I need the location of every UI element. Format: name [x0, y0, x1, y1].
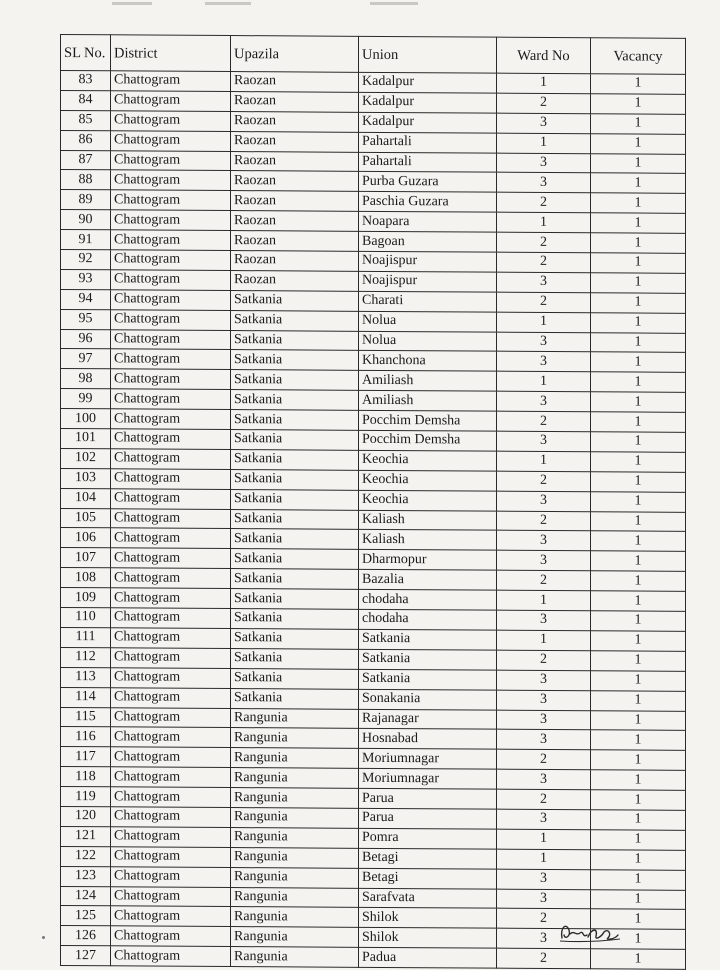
cell-union: Keochia [359, 470, 497, 491]
cell-sl-no: 98 [61, 369, 111, 389]
cell-sl-no: 106 [61, 528, 111, 548]
cell-vacancy: 1 [591, 830, 686, 850]
cell-union: Padua [359, 948, 497, 969]
cell-upazila: Raozan [231, 151, 359, 172]
cell-vacancy: 1 [591, 432, 686, 452]
cell-vacancy: 1 [591, 114, 686, 134]
cell-upazila: Raozan [231, 211, 359, 232]
cell-union: Keochia [359, 450, 497, 471]
cell-ward-no: 3 [497, 730, 591, 750]
cell-ward-no: 3 [497, 431, 591, 451]
cell-upazila: Satkania [231, 449, 359, 470]
cell-ward-no: 2 [497, 292, 591, 312]
cell-vacancy: 1 [591, 491, 686, 511]
cell-district: Chattogram [111, 628, 231, 649]
cell-upazila: Satkania [231, 330, 359, 351]
cell-union: Pahartali [359, 152, 497, 173]
cell-vacancy: 1 [591, 810, 686, 830]
cell-vacancy: 1 [591, 253, 686, 273]
cell-vacancy: 1 [591, 770, 686, 790]
cell-union: Moriumnagar [359, 749, 497, 770]
cell-district: Chattogram [111, 727, 231, 748]
cell-sl-no: 88 [61, 170, 111, 190]
cell-district: Chattogram [111, 349, 231, 370]
cell-ward-no: 2 [497, 650, 591, 670]
cell-upazila: Rangunia [231, 907, 359, 928]
cell-union: Betagi [359, 868, 497, 889]
cell-district: Chattogram [111, 687, 231, 708]
cell-sl-no: 107 [61, 548, 111, 568]
cell-vacancy: 1 [591, 949, 686, 969]
cell-district: Chattogram [111, 747, 231, 768]
cell-ward-no: 2 [497, 749, 591, 769]
header-vacancy: Vacancy [591, 38, 686, 75]
cell-sl-no: 99 [61, 389, 111, 409]
cell-vacancy: 1 [591, 372, 686, 392]
cell-sl-no: 108 [61, 568, 111, 588]
cell-ward-no: 2 [497, 411, 591, 431]
cell-upazila: Satkania [231, 668, 359, 689]
top-edge-marks [0, 0, 720, 14]
cell-union: Parua [359, 788, 497, 809]
cell-sl-no: 92 [61, 250, 111, 270]
cell-district: Chattogram [111, 866, 231, 887]
cell-union: Shilok [359, 928, 497, 949]
cell-sl-no: 112 [61, 647, 111, 667]
cell-upazila: Satkania [231, 509, 359, 530]
cell-union: Nolua [359, 311, 497, 332]
cell-vacancy: 1 [591, 750, 686, 770]
cell-sl-no: 100 [61, 409, 111, 429]
cell-sl-no: 96 [61, 329, 111, 349]
cell-district: Chattogram [111, 508, 231, 529]
cell-union: Moriumnagar [359, 768, 497, 789]
cell-district: Chattogram [111, 926, 231, 947]
cell-ward-no: 1 [497, 73, 591, 93]
cell-district: Chattogram [111, 190, 231, 211]
cell-district: Chattogram [111, 767, 231, 788]
cell-district: Chattogram [111, 568, 231, 589]
cell-vacancy: 1 [591, 551, 686, 571]
cell-district: Chattogram [111, 886, 231, 907]
cell-union: Kadalpur [359, 72, 497, 93]
cell-district: Chattogram [111, 906, 231, 927]
cell-ward-no: 3 [497, 332, 591, 352]
cell-upazila: Rangunia [231, 947, 359, 968]
cell-vacancy: 1 [591, 472, 686, 492]
cell-sl-no: 118 [61, 767, 111, 787]
cell-upazila: Satkania [231, 569, 359, 590]
cell-union: Noajispur [359, 251, 497, 272]
header-sl-no: SL No. [61, 35, 111, 71]
cell-upazila: Satkania [231, 609, 359, 630]
cell-union: Satkania [359, 669, 497, 690]
cell-vacancy: 1 [591, 133, 686, 153]
cell-ward-no: 3 [497, 551, 591, 571]
cell-upazila: Rangunia [231, 708, 359, 729]
cell-sl-no: 91 [61, 230, 111, 250]
cell-vacancy: 1 [591, 173, 686, 193]
cell-upazila: Raozan [231, 72, 359, 93]
cell-sl-no: 122 [61, 846, 111, 866]
cell-sl-no: 109 [61, 588, 111, 608]
cell-ward-no: 3 [497, 113, 591, 133]
cell-upazila: Raozan [231, 91, 359, 112]
cell-district: Chattogram [111, 528, 231, 549]
cell-upazila: Satkania [231, 290, 359, 311]
cell-union: Parua [359, 808, 497, 829]
cell-vacancy: 1 [591, 452, 686, 472]
cell-upazila: Satkania [231, 549, 359, 570]
cell-upazila: Rangunia [231, 728, 359, 749]
cell-upazila: Satkania [231, 529, 359, 550]
cell-sl-no: 125 [61, 906, 111, 926]
cell-ward-no: 1 [497, 372, 591, 392]
cell-union: Purba Guzara [359, 172, 497, 193]
cell-district: Chattogram [111, 648, 231, 669]
cell-district: Chattogram [111, 250, 231, 271]
cell-union: Noapara [359, 212, 497, 233]
cell-district: Chattogram [111, 71, 231, 92]
cell-district: Chattogram [111, 329, 231, 350]
cell-union: Dharmopur [359, 550, 497, 571]
cell-district: Chattogram [111, 807, 231, 828]
cell-district: Chattogram [111, 309, 231, 330]
cell-ward-no: 2 [497, 570, 591, 590]
cell-ward-no: 3 [497, 809, 591, 829]
vacancy-table-sheet [60, 34, 685, 966]
cell-vacancy: 1 [591, 909, 686, 929]
cell-sl-no: 101 [61, 429, 111, 449]
cell-sl-no: 94 [61, 289, 111, 309]
cell-upazila: Rangunia [231, 768, 359, 789]
cell-sl-no: 86 [61, 130, 111, 150]
cell-ward-no: 1 [497, 133, 591, 153]
cell-sl-no: 83 [61, 71, 111, 91]
cell-upazila: Satkania [231, 310, 359, 331]
cell-vacancy: 1 [591, 611, 686, 631]
header-union: Union [359, 36, 497, 73]
cell-upazila: Satkania [231, 648, 359, 669]
cell-vacancy: 1 [591, 94, 686, 114]
vacancy-table [60, 34, 686, 970]
cell-district: Chattogram [111, 130, 231, 151]
cell-vacancy: 1 [591, 889, 686, 909]
cell-union: Satkania [359, 649, 497, 670]
cell-sl-no: 121 [61, 826, 111, 846]
cell-district: Chattogram [111, 608, 231, 629]
cell-union: Paschia Guzara [359, 192, 497, 213]
cell-sl-no: 117 [61, 747, 111, 767]
cell-upazila: Satkania [231, 390, 359, 411]
cell-upazila: Rangunia [231, 827, 359, 848]
cell-vacancy: 1 [591, 153, 686, 173]
cell-sl-no: 126 [61, 926, 111, 946]
cell-upazila: Rangunia [231, 927, 359, 948]
cell-union: Kaliash [359, 510, 497, 531]
cell-ward-no: 2 [497, 252, 591, 272]
cell-sl-no: 114 [61, 687, 111, 707]
cell-ward-no: 1 [497, 829, 591, 849]
cell-district: Chattogram [111, 827, 231, 848]
cell-sl-no: 127 [61, 946, 111, 966]
cell-sl-no: 87 [61, 150, 111, 170]
cell-union: Amiliash [359, 391, 497, 412]
cell-vacancy: 1 [591, 929, 686, 949]
cell-union: Rajanagar [359, 709, 497, 730]
cell-union: Pocchim Demsha [359, 410, 497, 431]
cell-ward-no: 2 [497, 232, 591, 252]
cell-union: Bagoan [359, 231, 497, 252]
cell-sl-no: 124 [61, 886, 111, 906]
cell-upazila: Satkania [231, 469, 359, 490]
cell-sl-no: 85 [61, 110, 111, 130]
cell-vacancy: 1 [591, 273, 686, 293]
cell-vacancy: 1 [591, 670, 686, 690]
table-header-row [61, 35, 686, 75]
cell-upazila: Rangunia [231, 748, 359, 769]
cell-district: Chattogram [111, 389, 231, 410]
cell-vacancy: 1 [591, 571, 686, 591]
cell-ward-no: 3 [497, 670, 591, 690]
cell-ward-no: 3 [497, 928, 591, 948]
cell-vacancy: 1 [591, 293, 686, 313]
cell-sl-no: 116 [61, 727, 111, 747]
cell-vacancy: 1 [591, 412, 686, 432]
cell-union: Kadalpur [359, 112, 497, 133]
cell-sl-no: 104 [61, 488, 111, 508]
cell-union: Satkania [359, 629, 497, 650]
cell-upazila: Raozan [231, 270, 359, 291]
cell-upazila: Rangunia [231, 867, 359, 888]
cell-vacancy: 1 [591, 352, 686, 372]
cell-ward-no: 1 [497, 849, 591, 869]
cell-ward-no: 2 [497, 93, 591, 113]
cell-vacancy: 1 [591, 74, 686, 94]
cell-upazila: Raozan [231, 251, 359, 272]
cell-district: Chattogram [111, 150, 231, 171]
cell-ward-no: 3 [497, 690, 591, 710]
cell-sl-no: 123 [61, 866, 111, 886]
cell-upazila: Satkania [231, 350, 359, 371]
cell-sl-no: 102 [61, 448, 111, 468]
cell-union: Noajispur [359, 271, 497, 292]
cell-sl-no: 120 [61, 806, 111, 826]
cell-union: Nolua [359, 331, 497, 352]
cell-district: Chattogram [111, 449, 231, 470]
cell-ward-no: 2 [497, 909, 591, 929]
cell-district: Chattogram [111, 210, 231, 231]
cell-upazila: Satkania [231, 589, 359, 610]
cell-district: Chattogram [111, 707, 231, 728]
cell-district: Chattogram [111, 91, 231, 112]
cell-ward-no: 1 [497, 451, 591, 471]
cell-ward-no: 1 [497, 630, 591, 650]
cell-district: Chattogram [111, 429, 231, 450]
cell-upazila: Raozan [231, 191, 359, 212]
cell-sl-no: 97 [61, 349, 111, 369]
cell-sl-no: 95 [61, 309, 111, 329]
cell-sl-no: 103 [61, 468, 111, 488]
cell-vacancy: 1 [591, 531, 686, 551]
cell-vacancy: 1 [591, 631, 686, 651]
cell-union: Sarafvata [359, 888, 497, 909]
cell-vacancy: 1 [591, 233, 686, 253]
cell-ward-no: 1 [497, 212, 591, 232]
table-row [61, 946, 686, 970]
cell-district: Chattogram [111, 787, 231, 808]
cell-vacancy: 1 [591, 849, 686, 869]
cell-upazila: Rangunia [231, 807, 359, 828]
cell-upazila: Raozan [231, 111, 359, 132]
cell-vacancy: 1 [591, 690, 686, 710]
signature-initials [556, 918, 626, 944]
cell-vacancy: 1 [591, 392, 686, 412]
cell-union: Kadalpur [359, 92, 497, 113]
cell-ward-no: 3 [497, 153, 591, 173]
cell-upazila: Satkania [231, 628, 359, 649]
cell-union: Kaliash [359, 530, 497, 551]
cell-vacancy: 1 [591, 790, 686, 810]
cell-district: Chattogram [111, 409, 231, 430]
cell-union: Khanchona [359, 351, 497, 372]
cell-ward-no: 3 [497, 610, 591, 630]
cell-union: Hosnabad [359, 729, 497, 750]
cell-ward-no: 2 [497, 511, 591, 531]
cell-sl-no: 113 [61, 667, 111, 687]
cell-ward-no: 3 [497, 272, 591, 292]
cell-ward-no: 2 [497, 948, 591, 968]
cell-ward-no: 1 [497, 590, 591, 610]
cell-sl-no: 90 [61, 210, 111, 230]
table-body [61, 71, 686, 970]
cell-upazila: Rangunia [231, 887, 359, 908]
cell-vacancy: 1 [591, 730, 686, 750]
cell-union: Shilok [359, 908, 497, 929]
cell-district: Chattogram [111, 270, 231, 291]
cell-vacancy: 1 [591, 869, 686, 889]
cell-union: Charati [359, 291, 497, 312]
header-upazila: Upazila [231, 36, 359, 73]
header-district: District [111, 35, 231, 72]
cell-upazila: Satkania [231, 688, 359, 709]
cell-ward-no: 3 [497, 710, 591, 730]
cell-district: Chattogram [111, 369, 231, 390]
cell-vacancy: 1 [591, 213, 686, 233]
cell-district: Chattogram [111, 946, 231, 967]
cell-sl-no: 93 [61, 269, 111, 289]
cell-vacancy: 1 [591, 591, 686, 611]
cell-union: Pomra [359, 828, 497, 849]
cell-district: Chattogram [111, 290, 231, 311]
cell-district: Chattogram [111, 230, 231, 251]
cell-union: Pahartali [359, 132, 497, 153]
cell-union: chodaha [359, 609, 497, 630]
cell-sl-no: 110 [61, 608, 111, 628]
cell-sl-no: 111 [61, 627, 111, 647]
cell-district: Chattogram [111, 668, 231, 689]
cell-union: Keochia [359, 490, 497, 511]
cell-vacancy: 1 [591, 651, 686, 671]
cell-ward-no: 3 [497, 352, 591, 372]
cell-sl-no: 84 [61, 90, 111, 110]
cell-union: Amiliash [359, 371, 497, 392]
cell-sl-no: 119 [61, 787, 111, 807]
paper-speck [42, 936, 45, 939]
header-ward-no: Ward No [497, 37, 591, 74]
cell-vacancy: 1 [591, 710, 686, 730]
cell-vacancy: 1 [591, 312, 686, 332]
cell-upazila: Raozan [231, 131, 359, 152]
cell-vacancy: 1 [591, 332, 686, 352]
cell-union: chodaha [359, 589, 497, 610]
cell-district: Chattogram [111, 170, 231, 191]
cell-district: Chattogram [111, 489, 231, 510]
cell-ward-no: 3 [497, 869, 591, 889]
cell-ward-no: 1 [497, 312, 591, 332]
cell-district: Chattogram [111, 588, 231, 609]
cell-union: Betagi [359, 848, 497, 869]
cell-upazila: Raozan [231, 231, 359, 252]
cell-upazila: Rangunia [231, 847, 359, 868]
cell-upazila: Satkania [231, 370, 359, 391]
cell-sl-no: 89 [61, 190, 111, 210]
cell-vacancy: 1 [591, 511, 686, 531]
cell-sl-no: 105 [61, 508, 111, 528]
cell-ward-no: 3 [497, 391, 591, 411]
cell-ward-no: 2 [497, 193, 591, 213]
cell-ward-no: 3 [497, 531, 591, 551]
cell-ward-no: 2 [497, 789, 591, 809]
cell-ward-no: 3 [497, 491, 591, 511]
cell-union: Bazalia [359, 570, 497, 591]
cell-district: Chattogram [111, 111, 231, 132]
cell-upazila: Satkania [231, 430, 359, 451]
cell-union: Sonakania [359, 689, 497, 710]
cell-union: Pocchim Demsha [359, 430, 497, 451]
cell-upazila: Satkania [231, 410, 359, 431]
cell-sl-no: 115 [61, 707, 111, 727]
cell-upazila: Raozan [231, 171, 359, 192]
cell-ward-no: 3 [497, 769, 591, 789]
cell-district: Chattogram [111, 548, 231, 569]
cell-ward-no: 3 [497, 173, 591, 193]
cell-ward-no: 2 [497, 471, 591, 491]
cell-vacancy: 1 [591, 193, 686, 213]
cell-upazila: Rangunia [231, 788, 359, 809]
cell-district: Chattogram [111, 469, 231, 490]
cell-upazila: Satkania [231, 489, 359, 510]
cell-ward-no: 3 [497, 889, 591, 909]
cell-district: Chattogram [111, 847, 231, 868]
